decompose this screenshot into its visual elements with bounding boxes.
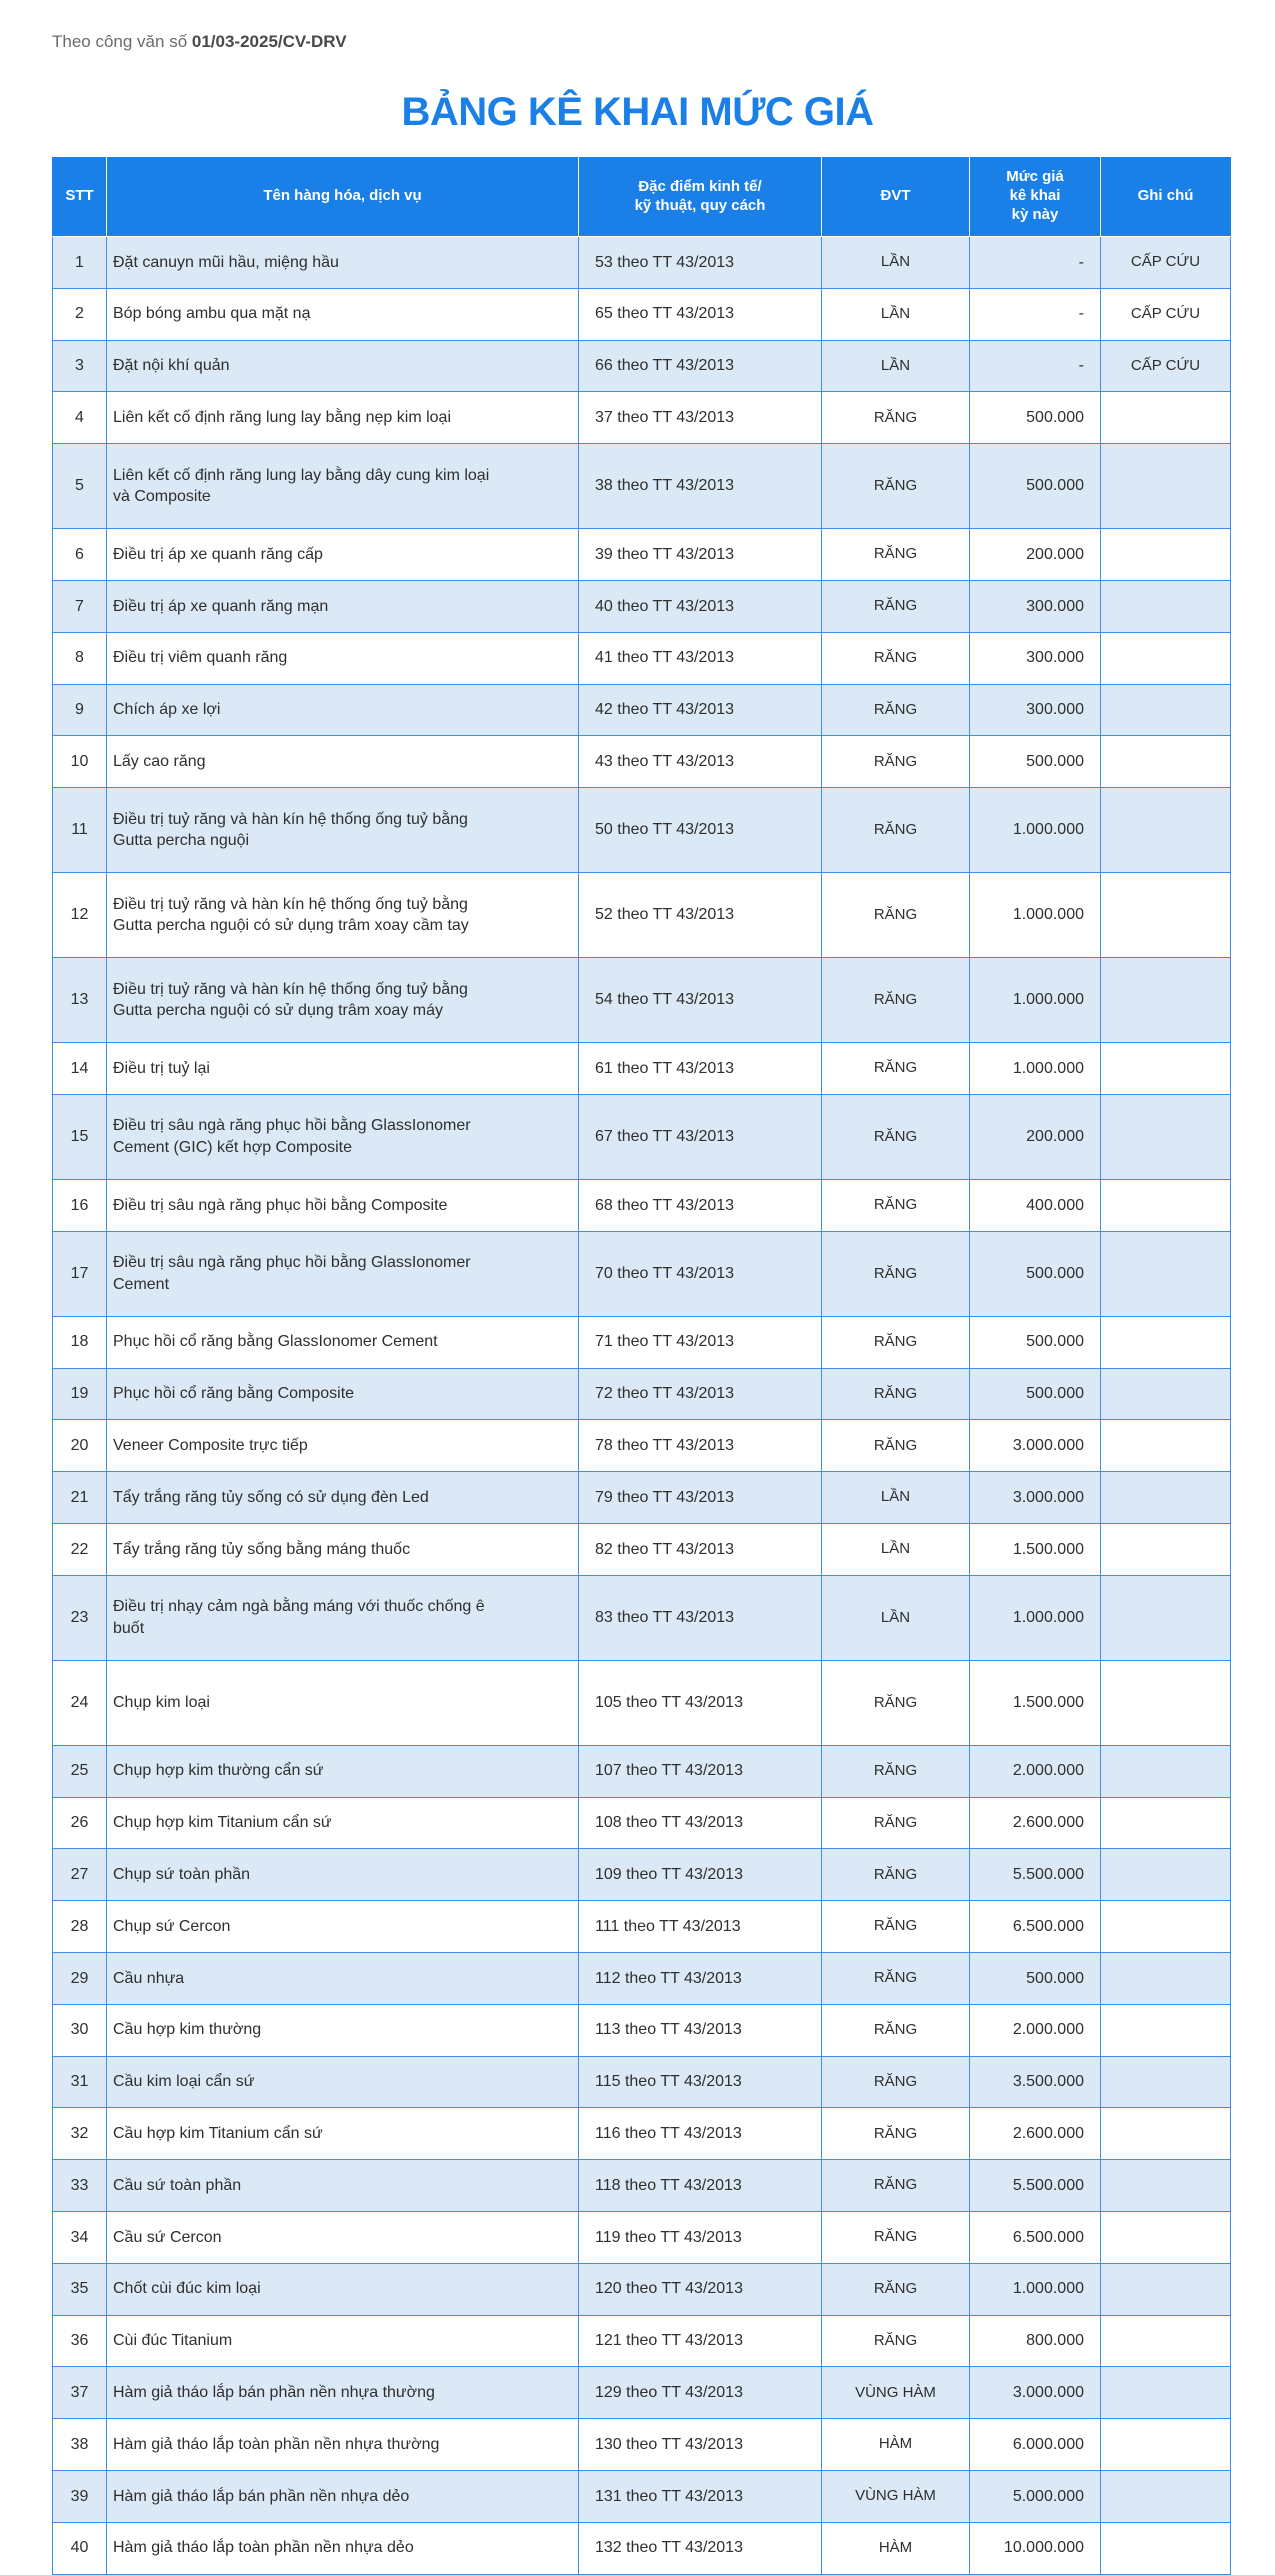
table-cell-note xyxy=(1101,1094,1231,1179)
table-cell-price: 500.000 xyxy=(970,1952,1101,2004)
table-cell-service-name: Veneer Composite trực tiếp xyxy=(107,1420,579,1472)
table-cell-specification: 52 theo TT 43/2013 xyxy=(579,873,822,958)
table-cell-service-name: Hàm giả tháo lắp toàn phần nền nhựa dẻo xyxy=(107,2522,579,2574)
table-cell-stt: 33 xyxy=(53,2160,107,2212)
table-cell-stt: 36 xyxy=(53,2315,107,2367)
table-row xyxy=(53,1952,1231,2004)
table-cell-price: 3.000.000 xyxy=(970,2367,1101,2419)
table-row xyxy=(53,1231,1231,1316)
table-cell-specification: 78 theo TT 43/2013 xyxy=(579,1420,822,1472)
table-row xyxy=(53,1523,1231,1575)
table-cell-service-name: Chụp hợp kim thường cẩn sứ xyxy=(107,1745,579,1797)
table-cell-service-name: Chích áp xe lợi xyxy=(107,684,579,736)
table-cell-service-name: Cầu nhựa xyxy=(107,1952,579,2004)
table-cell-unit: RĂNG xyxy=(822,958,970,1043)
table-cell-price: 200.000 xyxy=(970,529,1101,581)
table-cell-note xyxy=(1101,2367,1231,2419)
table-cell-price: 400.000 xyxy=(970,1179,1101,1231)
table-cell-specification: 79 theo TT 43/2013 xyxy=(579,1472,822,1524)
table-cell-note xyxy=(1101,1952,1231,2004)
table-row xyxy=(53,2108,1231,2160)
table-cell-note xyxy=(1101,1745,1231,1797)
table-cell-service-name: Điều trị áp xe quanh răng mạn xyxy=(107,580,579,632)
table-cell-specification: 37 theo TT 43/2013 xyxy=(579,392,822,444)
table-cell-note xyxy=(1101,1472,1231,1524)
table-cell-stt: 16 xyxy=(53,1179,107,1231)
table-cell-unit: RĂNG xyxy=(822,1368,970,1420)
table-cell-note xyxy=(1101,444,1231,529)
table-cell-specification: 121 theo TT 43/2013 xyxy=(579,2315,822,2367)
table-row xyxy=(53,237,1231,289)
table-row xyxy=(53,1849,1231,1901)
table-cell-note xyxy=(1101,1660,1231,1745)
table-cell-stt: 25 xyxy=(53,1745,107,1797)
table-cell-unit: RĂNG xyxy=(822,2108,970,2160)
table-cell-price: 2.600.000 xyxy=(970,2108,1101,2160)
table-cell-note xyxy=(1101,1575,1231,1660)
table-cell-unit: LẦN xyxy=(822,1575,970,1660)
table-cell-specification: 82 theo TT 43/2013 xyxy=(579,1523,822,1575)
table-cell-service-name: Liên kết cố định răng lung lay bằng dây cung kim loại và Composite xyxy=(107,444,579,529)
table-cell-specification: 54 theo TT 43/2013 xyxy=(579,958,822,1043)
table-row xyxy=(53,2160,1231,2212)
table-cell-stt: 6 xyxy=(53,529,107,581)
table-row xyxy=(53,1901,1231,1953)
table-row xyxy=(53,1745,1231,1797)
table-row xyxy=(53,1179,1231,1231)
table-cell-price: 2.000.000 xyxy=(970,1745,1101,1797)
table-cell-stt: 20 xyxy=(53,1420,107,1472)
table-cell-price: 300.000 xyxy=(970,684,1101,736)
table-cell-unit: RĂNG xyxy=(822,580,970,632)
table-cell-note xyxy=(1101,1797,1231,1849)
table-cell-price: 500.000 xyxy=(970,392,1101,444)
table-cell-stt: 13 xyxy=(53,958,107,1043)
table-cell-unit: LẦN xyxy=(822,237,970,289)
column-header-service-name: Tên hàng hóa, dịch vụ xyxy=(107,157,579,237)
table-cell-note xyxy=(1101,1316,1231,1368)
table-cell-note xyxy=(1101,580,1231,632)
table-cell-stt: 17 xyxy=(53,1231,107,1316)
table-cell-price: 500.000 xyxy=(970,1316,1101,1368)
table-cell-note xyxy=(1101,2419,1231,2471)
table-cell-service-name: Hàm giả tháo lắp toàn phần nền nhựa thường xyxy=(107,2419,579,2471)
table-cell-stt: 24 xyxy=(53,1660,107,1745)
table-cell-stt: 22 xyxy=(53,1523,107,1575)
table-cell-service-name: Cầu hợp kim thường xyxy=(107,2004,579,2056)
table-cell-unit: RĂNG xyxy=(822,1849,970,1901)
table-cell-price: 800.000 xyxy=(970,2315,1101,2367)
table-cell-price: 300.000 xyxy=(970,580,1101,632)
table-cell-specification: 111 theo TT 43/2013 xyxy=(579,1901,822,1953)
table-cell-unit: LẦN xyxy=(822,1472,970,1524)
table-cell-unit: HÀM xyxy=(822,2522,970,2574)
table-cell-stt: 18 xyxy=(53,1316,107,1368)
table-cell-unit: RĂNG xyxy=(822,1231,970,1316)
table-cell-price: - xyxy=(970,340,1101,392)
table-cell-note xyxy=(1101,2056,1231,2108)
table-cell-specification: 108 theo TT 43/2013 xyxy=(579,1797,822,1849)
table-cell-note xyxy=(1101,958,1231,1043)
table-cell-service-name: Điều trị viêm quanh răng xyxy=(107,632,579,684)
table-cell-price: 2.600.000 xyxy=(970,1797,1101,1849)
table-cell-specification: 39 theo TT 43/2013 xyxy=(579,529,822,581)
table-cell-unit: HÀM xyxy=(822,2419,970,2471)
column-header-price: Mức giá kê khai kỳ này xyxy=(970,157,1101,237)
reference-prefix: Theo công văn số xyxy=(52,32,192,51)
table-row xyxy=(53,1043,1231,1095)
table-cell-specification: 129 theo TT 43/2013 xyxy=(579,2367,822,2419)
table-cell-service-name: Hàm giả tháo lắp bán phần nền nhựa thường xyxy=(107,2367,579,2419)
table-cell-price: 1.000.000 xyxy=(970,958,1101,1043)
table-cell-unit: RĂNG xyxy=(822,2056,970,2108)
table-cell-specification: 50 theo TT 43/2013 xyxy=(579,788,822,873)
table-cell-stt: 39 xyxy=(53,2470,107,2522)
column-header-stt: STT xyxy=(53,157,107,237)
table-cell-unit: RĂNG xyxy=(822,1043,970,1095)
document-reference xyxy=(52,32,347,52)
table-cell-specification: 113 theo TT 43/2013 xyxy=(579,2004,822,2056)
table-cell-service-name: Hàm giả tháo lắp bán phần nền nhựa dẻo xyxy=(107,2470,579,2522)
table-cell-note xyxy=(1101,2470,1231,2522)
table-cell-note xyxy=(1101,1231,1231,1316)
table-row xyxy=(53,392,1231,444)
table-cell-note: CẤP CỨU xyxy=(1101,288,1231,340)
table-row xyxy=(53,444,1231,529)
table-cell-stt: 7 xyxy=(53,580,107,632)
table-cell-specification: 105 theo TT 43/2013 xyxy=(579,1660,822,1745)
table-cell-unit: LẦN xyxy=(822,1523,970,1575)
table-cell-unit: RĂNG xyxy=(822,632,970,684)
table-row xyxy=(53,1660,1231,1745)
table-cell-unit: RĂNG xyxy=(822,2211,970,2263)
table-cell-specification: 67 theo TT 43/2013 xyxy=(579,1094,822,1179)
table-cell-unit: RĂNG xyxy=(822,873,970,958)
table-cell-price: 500.000 xyxy=(970,736,1101,788)
table-cell-price: - xyxy=(970,237,1101,289)
table-cell-service-name: Chốt cùi đúc kim loại xyxy=(107,2263,579,2315)
table-cell-specification: 109 theo TT 43/2013 xyxy=(579,1849,822,1901)
table-cell-note xyxy=(1101,1179,1231,1231)
table-cell-service-name: Điều trị sâu ngà răng phục hồi bằng GlassIonomer Cement xyxy=(107,1231,579,1316)
table-cell-note xyxy=(1101,1368,1231,1420)
table-cell-service-name: Điều trị tuỷ răng và hàn kín hệ thống ống tuỷ bằng Gutta percha nguội có sử dụng trâm xoay máy xyxy=(107,958,579,1043)
table-row xyxy=(53,580,1231,632)
table-cell-specification: 118 theo TT 43/2013 xyxy=(579,2160,822,2212)
table-cell-service-name: Chụp sứ Cercon xyxy=(107,1901,579,1953)
table-cell-specification: 65 theo TT 43/2013 xyxy=(579,288,822,340)
table-row xyxy=(53,958,1231,1043)
table-cell-note xyxy=(1101,1523,1231,1575)
table-cell-unit: RĂNG xyxy=(822,1660,970,1745)
table-cell-specification: 131 theo TT 43/2013 xyxy=(579,2470,822,2522)
table-cell-note: CẤP CỨU xyxy=(1101,340,1231,392)
table-cell-unit: RĂNG xyxy=(822,736,970,788)
table-cell-stt: 1 xyxy=(53,237,107,289)
table-cell-stt: 12 xyxy=(53,873,107,958)
table-row xyxy=(53,1575,1231,1660)
table-cell-price: 200.000 xyxy=(970,1094,1101,1179)
table-cell-service-name: Tẩy trắng răng tủy sống có sử dụng đèn Led xyxy=(107,1472,579,1524)
table-cell-stt: 27 xyxy=(53,1849,107,1901)
table-cell-price: 5.500.000 xyxy=(970,1849,1101,1901)
table-cell-stt: 26 xyxy=(53,1797,107,1849)
table-cell-service-name: Lấy cao răng xyxy=(107,736,579,788)
table-row xyxy=(53,2315,1231,2367)
table-row xyxy=(53,2419,1231,2471)
table-cell-unit: RĂNG xyxy=(822,1420,970,1472)
table-cell-note: CẤP CỨU xyxy=(1101,237,1231,289)
table-cell-service-name: Phục hồi cổ răng bằng GlassIonomer Cement xyxy=(107,1316,579,1368)
table-cell-price: 500.000 xyxy=(970,1368,1101,1420)
table-cell-price: 1.000.000 xyxy=(970,873,1101,958)
table-cell-specification: 83 theo TT 43/2013 xyxy=(579,1575,822,1660)
table-cell-stt: 3 xyxy=(53,340,107,392)
table-cell-specification: 43 theo TT 43/2013 xyxy=(579,736,822,788)
table-cell-service-name: Điều trị sâu ngà răng phục hồi bằng Composite xyxy=(107,1179,579,1231)
table-row xyxy=(53,529,1231,581)
table-row xyxy=(53,2470,1231,2522)
table-cell-stt: 8 xyxy=(53,632,107,684)
table-cell-note xyxy=(1101,2263,1231,2315)
table-cell-service-name: Bóp bóng ambu qua mặt nạ xyxy=(107,288,579,340)
table-cell-stt: 31 xyxy=(53,2056,107,2108)
reference-number: 01/03-2025/CV-DRV xyxy=(191,32,347,51)
table-cell-service-name: Điều trị sâu ngà răng phục hồi bằng GlassIonomer Cement (GIC) kết hợp Composite xyxy=(107,1094,579,1179)
table-row xyxy=(53,1420,1231,1472)
table-cell-price: - xyxy=(970,288,1101,340)
table-cell-price: 3.000.000 xyxy=(970,1472,1101,1524)
table-cell-specification: 66 theo TT 43/2013 xyxy=(579,340,822,392)
table-row xyxy=(53,2004,1231,2056)
table-cell-price: 2.000.000 xyxy=(970,2004,1101,2056)
table-cell-note xyxy=(1101,2315,1231,2367)
table-cell-unit: RĂNG xyxy=(822,1179,970,1231)
table-cell-service-name: Chụp kim loại xyxy=(107,1660,579,1745)
table-cell-service-name: Điều trị nhạy cảm ngà bằng máng với thuốc chống ê buốt xyxy=(107,1575,579,1660)
table-row xyxy=(53,2522,1231,2574)
table-cell-service-name: Điều trị tuỷ răng và hàn kín hệ thống ống tuỷ bằng Gutta percha nguội có sử dụng trâm xoay cầm tay xyxy=(107,873,579,958)
table-cell-specification: 70 theo TT 43/2013 xyxy=(579,1231,822,1316)
table-cell-note xyxy=(1101,2004,1231,2056)
table-cell-price: 500.000 xyxy=(970,444,1101,529)
table-cell-stt: 37 xyxy=(53,2367,107,2419)
table-cell-service-name: Chụp hợp kim Titanium cẩn sứ xyxy=(107,1797,579,1849)
table-cell-service-name: Cùi đúc Titanium xyxy=(107,2315,579,2367)
table-cell-price: 1.000.000 xyxy=(970,1575,1101,1660)
table-cell-stt: 40 xyxy=(53,2522,107,2574)
table-row xyxy=(53,1472,1231,1524)
table-row xyxy=(53,788,1231,873)
table-cell-stt: 2 xyxy=(53,288,107,340)
table-cell-unit: VÙNG HÀM xyxy=(822,2367,970,2419)
table-cell-note xyxy=(1101,2522,1231,2574)
table-cell-stt: 32 xyxy=(53,2108,107,2160)
table-cell-stt: 29 xyxy=(53,1952,107,2004)
table-cell-specification: 71 theo TT 43/2013 xyxy=(579,1316,822,1368)
table-cell-unit: RĂNG xyxy=(822,1901,970,1953)
table-cell-note xyxy=(1101,529,1231,581)
table-cell-note xyxy=(1101,1420,1231,1472)
table-cell-unit: RĂNG xyxy=(822,2004,970,2056)
table-cell-note xyxy=(1101,392,1231,444)
table-cell-price: 3.500.000 xyxy=(970,2056,1101,2108)
table-cell-specification: 42 theo TT 43/2013 xyxy=(579,684,822,736)
table-cell-specification: 53 theo TT 43/2013 xyxy=(579,237,822,289)
table-cell-specification: 41 theo TT 43/2013 xyxy=(579,632,822,684)
table-cell-price: 6.500.000 xyxy=(970,2211,1101,2263)
table-cell-unit: RĂNG xyxy=(822,788,970,873)
table-cell-stt: 11 xyxy=(53,788,107,873)
table-cell-unit: RĂNG xyxy=(822,1094,970,1179)
table-cell-note xyxy=(1101,2108,1231,2160)
table-cell-specification: 115 theo TT 43/2013 xyxy=(579,2056,822,2108)
table-cell-unit: RĂNG xyxy=(822,684,970,736)
table-row xyxy=(53,2211,1231,2263)
table-cell-service-name: Đặt nội khí quản xyxy=(107,340,579,392)
table-cell-service-name: Cầu sứ Cercon xyxy=(107,2211,579,2263)
table-cell-unit: VÙNG HÀM xyxy=(822,2470,970,2522)
table-cell-price: 500.000 xyxy=(970,1231,1101,1316)
table-row xyxy=(53,632,1231,684)
table-row xyxy=(53,684,1231,736)
table-cell-unit: RĂNG xyxy=(822,1952,970,2004)
table-cell-specification: 116 theo TT 43/2013 xyxy=(579,2108,822,2160)
table-cell-specification: 107 theo TT 43/2013 xyxy=(579,1745,822,1797)
table-cell-specification: 132 theo TT 43/2013 xyxy=(579,2522,822,2574)
table-cell-service-name: Cầu kim loại cẩn sứ xyxy=(107,2056,579,2108)
table-cell-specification: 120 theo TT 43/2013 xyxy=(579,2263,822,2315)
table-header-row xyxy=(53,157,1231,237)
price-table xyxy=(52,157,1231,2575)
table-cell-stt: 15 xyxy=(53,1094,107,1179)
table-cell-note xyxy=(1101,2211,1231,2263)
table-cell-stt: 4 xyxy=(53,392,107,444)
table-cell-price: 1.500.000 xyxy=(970,1660,1101,1745)
page-title: BẢNG KÊ KHAI MỨC GIÁ xyxy=(401,90,874,134)
table-cell-note xyxy=(1101,632,1231,684)
table-cell-unit: RĂNG xyxy=(822,2160,970,2212)
table-cell-stt: 9 xyxy=(53,684,107,736)
table-cell-price: 1.000.000 xyxy=(970,788,1101,873)
table-cell-price: 5.500.000 xyxy=(970,2160,1101,2212)
table-cell-note xyxy=(1101,684,1231,736)
table-cell-service-name: Điều trị áp xe quanh răng cấp xyxy=(107,529,579,581)
table-cell-unit: LẦN xyxy=(822,288,970,340)
table-cell-note xyxy=(1101,2160,1231,2212)
table-row xyxy=(53,2263,1231,2315)
table-cell-specification: 72 theo TT 43/2013 xyxy=(579,1368,822,1420)
table-row xyxy=(53,340,1231,392)
table-cell-specification: 119 theo TT 43/2013 xyxy=(579,2211,822,2263)
table-row xyxy=(53,1316,1231,1368)
table-cell-stt: 34 xyxy=(53,2211,107,2263)
table-cell-service-name: Cầu hợp kim Titanium cẩn sứ xyxy=(107,2108,579,2160)
table-cell-unit: RĂNG xyxy=(822,1316,970,1368)
table-cell-note xyxy=(1101,1901,1231,1953)
table-cell-unit: LẦN xyxy=(822,340,970,392)
table-cell-price: 6.500.000 xyxy=(970,1901,1101,1953)
table-cell-service-name: Liên kết cố định răng lung lay bằng nẹp kim loại xyxy=(107,392,579,444)
table-cell-unit: RĂNG xyxy=(822,444,970,529)
table-cell-price: 1.000.000 xyxy=(970,2263,1101,2315)
table-cell-service-name: Điều trị tuỷ răng và hàn kín hệ thống ống tuỷ bằng Gutta percha nguội xyxy=(107,788,579,873)
table-row xyxy=(53,1368,1231,1420)
table-cell-stt: 19 xyxy=(53,1368,107,1420)
column-header-note: Ghi chú xyxy=(1101,157,1231,237)
table-cell-service-name: Tẩy trắng răng tủy sống bằng máng thuốc xyxy=(107,1523,579,1575)
table-cell-specification: 38 theo TT 43/2013 xyxy=(579,444,822,529)
table-cell-note xyxy=(1101,873,1231,958)
table-cell-stt: 21 xyxy=(53,1472,107,1524)
table-cell-service-name: Điều trị tuỷ lại xyxy=(107,1043,579,1095)
table-cell-note xyxy=(1101,788,1231,873)
table-cell-service-name: Phục hồi cổ răng bằng Composite xyxy=(107,1368,579,1420)
table-cell-stt: 10 xyxy=(53,736,107,788)
table-cell-note xyxy=(1101,1043,1231,1095)
table-cell-specification: 40 theo TT 43/2013 xyxy=(579,580,822,632)
table-cell-stt: 38 xyxy=(53,2419,107,2471)
table-row xyxy=(53,736,1231,788)
table-cell-note xyxy=(1101,736,1231,788)
table-cell-price: 1.500.000 xyxy=(970,1523,1101,1575)
table-cell-price: 300.000 xyxy=(970,632,1101,684)
table-cell-stt: 23 xyxy=(53,1575,107,1660)
table-cell-price: 10.000.000 xyxy=(970,2522,1101,2574)
table-cell-price: 6.000.000 xyxy=(970,2419,1101,2471)
table-cell-service-name: Đặt canuyn mũi hầu, miệng hầu xyxy=(107,237,579,289)
table-cell-unit: RĂNG xyxy=(822,2263,970,2315)
table-cell-unit: RĂNG xyxy=(822,1797,970,1849)
table-row xyxy=(53,2056,1231,2108)
table-row xyxy=(53,1094,1231,1179)
table-cell-stt: 5 xyxy=(53,444,107,529)
table-cell-specification: 112 theo TT 43/2013 xyxy=(579,1952,822,2004)
table-cell-specification: 68 theo TT 43/2013 xyxy=(579,1179,822,1231)
table-cell-service-name: Chụp sứ toàn phần xyxy=(107,1849,579,1901)
table-row xyxy=(53,288,1231,340)
table-cell-unit: RĂNG xyxy=(822,1745,970,1797)
table-cell-specification: 61 theo TT 43/2013 xyxy=(579,1043,822,1095)
table-cell-price: 3.000.000 xyxy=(970,1420,1101,1472)
table-cell-unit: RĂNG xyxy=(822,2315,970,2367)
table-cell-unit: RĂNG xyxy=(822,529,970,581)
column-header-specification: Đặc điểm kinh tế/ kỹ thuật, quy cách xyxy=(579,157,822,237)
table-cell-note xyxy=(1101,1849,1231,1901)
table-cell-stt: 30 xyxy=(53,2004,107,2056)
table-row xyxy=(53,1797,1231,1849)
table-cell-stt: 28 xyxy=(53,1901,107,1953)
table-row xyxy=(53,873,1231,958)
table-cell-service-name: Cầu sứ toàn phần xyxy=(107,2160,579,2212)
table-cell-stt: 35 xyxy=(53,2263,107,2315)
column-header-unit: ĐVT xyxy=(822,157,970,237)
table-cell-unit: RĂNG xyxy=(822,392,970,444)
table-cell-price: 5.000.000 xyxy=(970,2470,1101,2522)
table-cell-specification: 130 theo TT 43/2013 xyxy=(579,2419,822,2471)
table-cell-price: 1.000.000 xyxy=(970,1043,1101,1095)
table-cell-stt: 14 xyxy=(53,1043,107,1095)
table-row xyxy=(53,2367,1231,2419)
